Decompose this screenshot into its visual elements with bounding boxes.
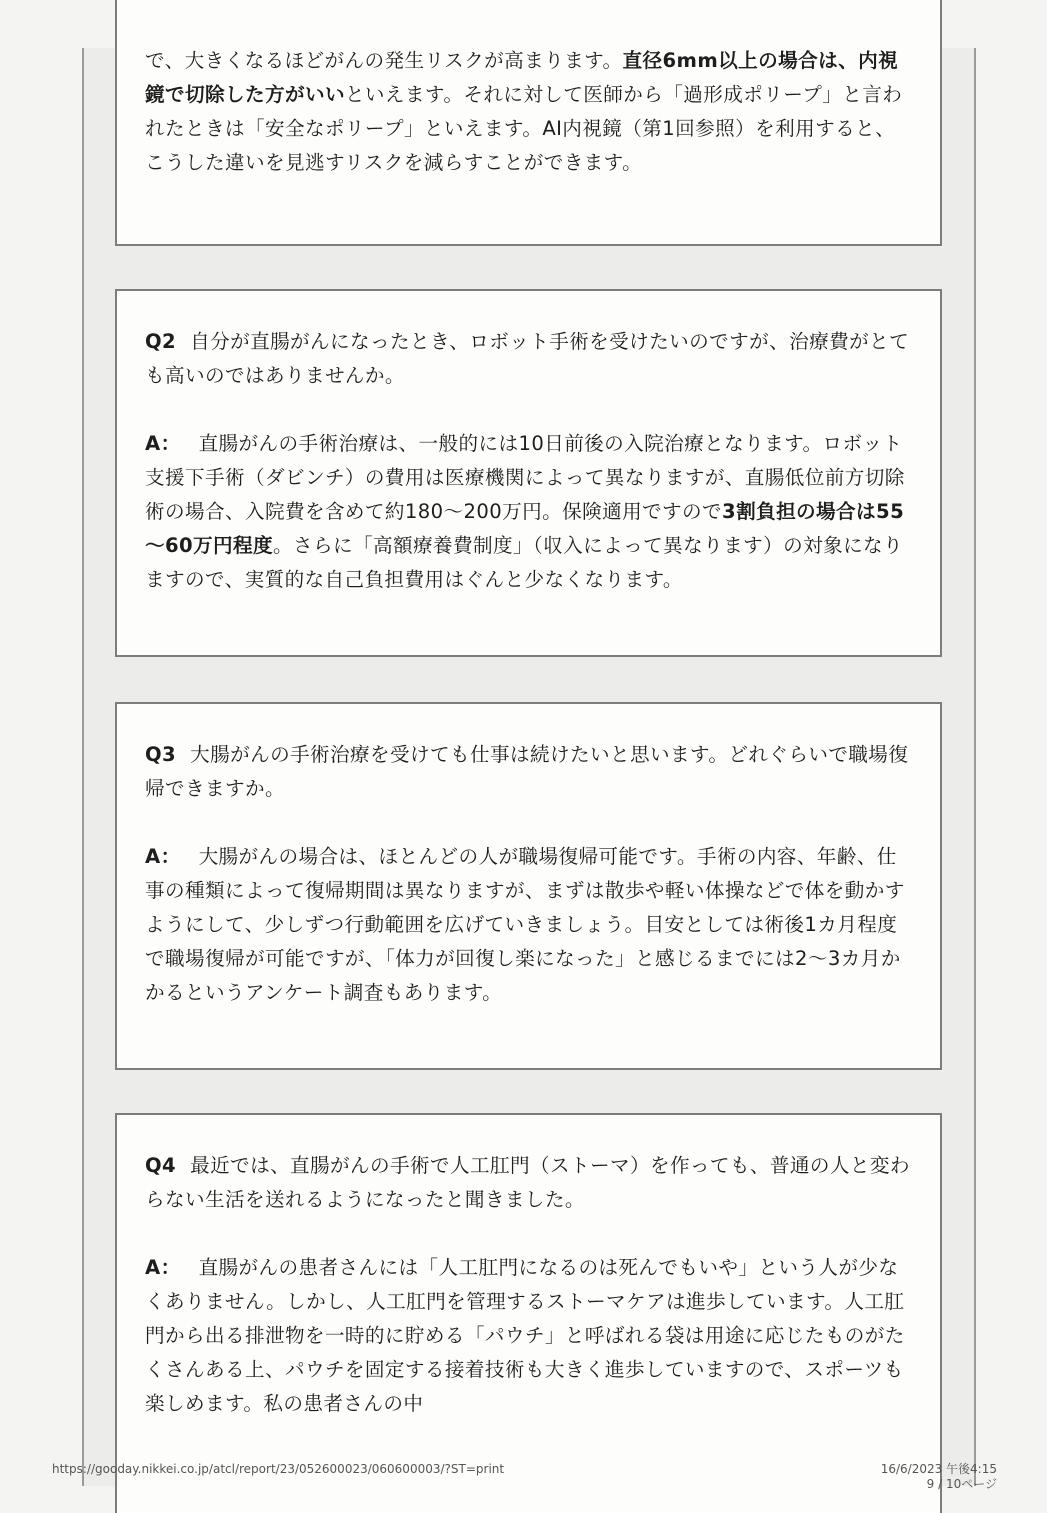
answer-emphasis: 3割負担の場合は55～60万円程度: [145, 500, 905, 557]
intro-emphasis: 直径6mm以上の場合は、内視鏡で切除した方がいい: [145, 49, 899, 106]
question-label: Q4: [145, 1154, 177, 1177]
qa-card-q2: [115, 289, 942, 657]
question-q4: Q4 最近では、直腸がんの手術で人工肛門（ストーマ）を作っても、普通の人と変わらない生活を送れるようになったと聞きました。: [145, 1154, 910, 1211]
footer-meta: [881, 1462, 997, 1492]
answer-label: A：: [145, 845, 181, 868]
qa-card-q3: [115, 702, 942, 1070]
footer-datetime: 16/6/2023 午後4:15: [880, 1462, 997, 1476]
question-q2: Q2 自分が直腸がんになったとき、ロボット手術を受けたいのですが、治療費がとても高いのではありませんか。: [145, 330, 910, 387]
footer-url: https://gooday.nikkei.co.jp/atcl/report/23/052600023/060600003/?ST=print: [52, 1462, 505, 1476]
answer-q3: A： 大腸がんの場合は、ほとんどの人が職場復帰可能です。手術の内容、年齢、仕事の種類によって復帰期間は異なりますが、まずは散歩や軽い体操などで体を動かすようにして、少しずつ行動範囲を広げていきましょう。目安としては術後1カ月程度で職場復帰が可能ですが、「体力が回復し楽になった」と感じるまでには2～3カ月かかるというアンケート調査もあります。: [145, 845, 905, 1004]
answer-label: A：: [145, 432, 181, 455]
question-q3: Q3 大腸がんの手術治療を受けても仕事は続けたいと思います。どれぐらいで職場復帰できますか。: [145, 743, 909, 800]
footer-page-number: 9 / 10ページ: [926, 1477, 997, 1491]
question-label: Q3: [145, 743, 177, 766]
answer-q4: A： 直腸がんの患者さんには「人工肛門になるのは死んでもいや」という人が少なくありません。しかし、人工肛門を管理するストーマケアは進歩しています。人工肛門から出る排泄物を一時的に貯める「パウチ」と呼ばれる袋は用途に応じたものがたくさんある上、パウチを固定する接着技術も大きく進歩していますので、スポーツも楽しめます。私の患者さんの中: [145, 1256, 905, 1415]
answer-label: A：: [145, 1256, 181, 1279]
question-label: Q2: [145, 330, 177, 353]
qa-card-q4: [115, 1113, 942, 1513]
intro-card: [115, 0, 942, 246]
answer-q2: A： 直腸がんの手術治療は、一般的には10日前後の入院治療となります。ロボット支援下手術（ダビンチ）の費用は医療機関によって異なりますが、直腸低位前方切除術の場合、入院費を含めて約180～200万円。保険適用ですので3割負担の場合は55～60万円程度。さらに「高額療養費制度」（収入によって異なります）の対象になりますので、実質的な自己負担費用はぐんと少なくなります。: [145, 432, 905, 591]
intro-paragraph: で、大きくなるほどがんの発生リスクが高まります。直径6mm以上の場合は、内視鏡で切除した方がいいといえます。それに対して医師から「過形成ポリープ」と言われたときは「安全なポリープ」といえます。AI内視鏡（第1回参照）を利用すると、こうした違いを見逃すリスクを減らすことができます。: [145, 49, 903, 174]
